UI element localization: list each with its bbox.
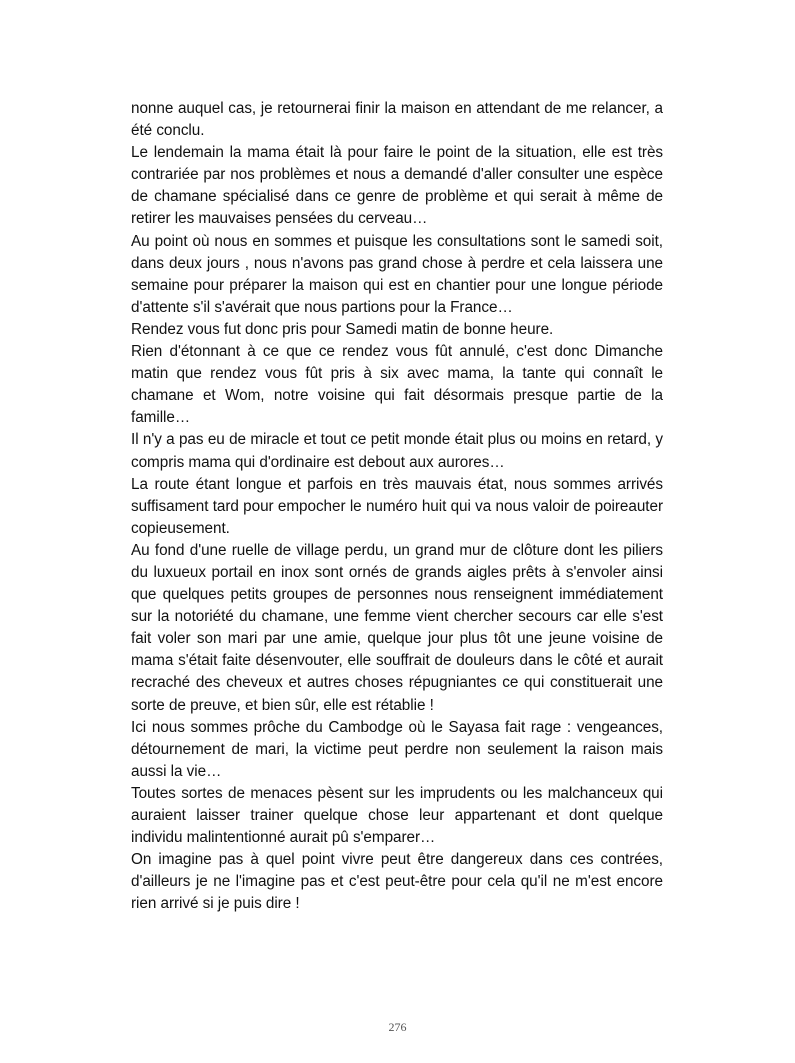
body-text [131,98,663,915]
paragraph: Ici nous sommes prôche du Cambodge où le Sayasa fait rage : vengeances, détournement de mari, la victime peut perdre non seulement la raison mais aussi la vie… [131,718,663,780]
paragraph: On imagine pas à quel point vivre peut être dangereux dans ces contrées, d'ailleurs je ne l'imagine pas et c'est peut-être pour cela qu'il ne m'est encore rien arrivé si je puis dire ! [131,851,663,913]
paragraph: Toutes sortes de menaces pèsent sur les imprudents ou les malchanceux qui auraient laisser trainer quelque chose leur appartenant et dont quelque individu malintentionné aurait pû s'emparer… [131,784,663,847]
paragraph: nonne auquel cas, je retournerai finir la maison en attendant de me relancer, a été conclu. [131,100,663,140]
paragraph: Rien d'étonnant à ce que ce rendez vous fût annulé, c'est donc Dimanche matin que rendez vous fût pris à six avec mama, la tante qui connaît le chamane et Wom, notre voisine qui fait désormais presque partie de la famille… [131,343,663,427]
paragraph: Le lendemain la mama était là pour faire le point de la situation, elle est très contrariée par nos problèmes et nous a demandé d'aller consulter une espèce de chamane spécialisé dans ce genre de problème et qui serait à même de retirer les mauvaises pensées du cerveau… [131,144,663,228]
paragraph: Il n'y a pas eu de miracle et tout ce petit monde était plus ou moins en retard, y compris mama qui d'ordinaire est debout aux aurores… [131,431,663,471]
page-number: 276 [388,1020,407,1034]
paragraph: La route étant longue et parfois en très mauvais état, nous sommes arrivés suffisament tard pour empocher le numéro huit qui va nous valoir de poireauter copieusement. [131,475,663,537]
paragraph: Au point où nous en sommes et puisque les consultations sont le samedi soit, dans deux jours , nous n'avons pas grand chose à perdre et cela laissera une semaine pour préparer la maison qui est en chantier pour une longue période d'attente s'il s'avérait que nous partions pour la France… [131,232,663,316]
paragraph: Rendez vous fut donc pris pour Samedi matin de bonne heure. [131,320,554,338]
paragraph: Au fond d'une ruelle de village perdu, un grand mur de clôture dont les piliers du luxueux portail en inox sont ornés de grands aigles prêts à s'envoler ainsi que quelques petits groupes de personnes nous renseignent immédiatement sur la notoriété du chamane, une femme vient chercher secours car elle s'est fait voler son mari par une amie, quelque jour plus tôt une jeune voisine de mama s'était faite désenvouter, elle souffrait de douleurs dans le côté et aurait recraché des cheveux et autres choses répugniantes ce qui constituerait une sorte de preuve, et bien sûr, elle est rétablie ! [131,541,663,714]
